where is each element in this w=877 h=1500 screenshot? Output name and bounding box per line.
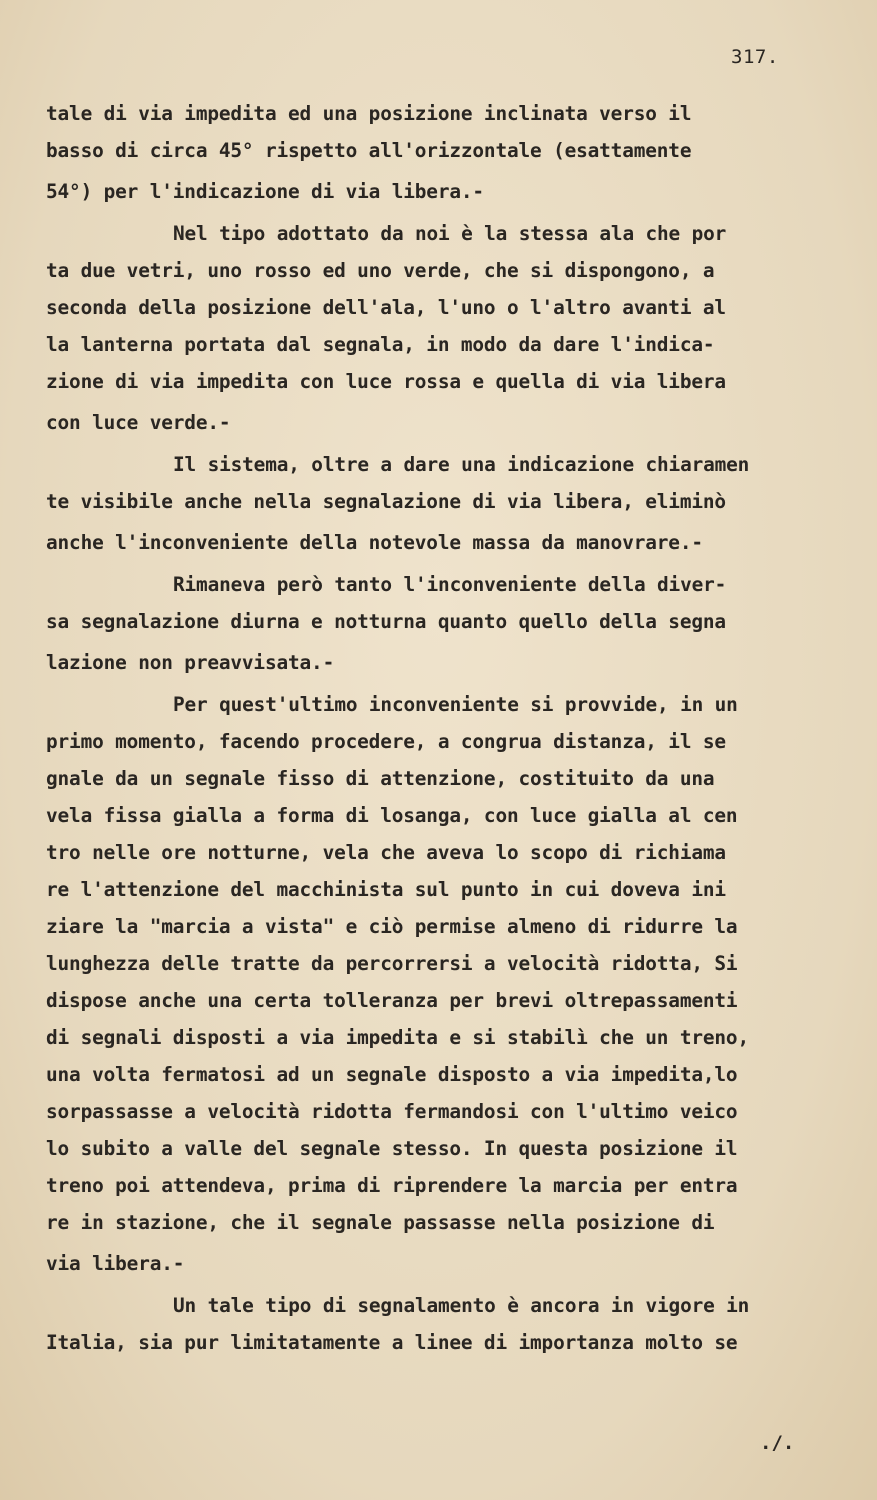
- text-line: basso di circa 45° rispetto all'orizzontale (esattamente: [46, 139, 692, 162]
- text-line: la lanterna portata dal segnala, in modo da dare l'indica-: [46, 333, 715, 356]
- text-line: 54°) per l'indicazione di via libera.-: [46, 180, 484, 203]
- text-line: via libera.-: [46, 1252, 185, 1275]
- paragraph-start-line: Un tale tipo di segnalamento è ancora in vigore in: [173, 1294, 750, 1317]
- text-line: zione di via impedita con luce rossa e quella di via libera: [46, 370, 726, 393]
- text-line: tro nelle ore notturne, vela che aveva lo scopo di richiama: [46, 841, 726, 864]
- text-line: con luce verde.-: [46, 411, 231, 434]
- text-line: re in stazione, che il segnale passasse nella posizione di: [46, 1211, 715, 1234]
- text-line: tale di via impedita ed una posizione inclinata verso il: [46, 102, 692, 125]
- text-line: sorpassasse a velocità ridotta fermandosi con l'ultimo veico: [46, 1100, 738, 1123]
- text-line: ziare la "marcia a vista" e ciò permise almeno di ridurre la: [46, 915, 738, 938]
- paragraph-start-line: Rimaneva però tanto l'inconveniente della diver-: [173, 573, 727, 596]
- paragraph-start-line: Nel tipo adottato da noi è la stessa ala che por: [173, 222, 727, 245]
- text-line: sa segnalazione diurna e notturna quanto quello della segna: [46, 610, 726, 633]
- text-line: dispose anche una certa tolleranza per brevi oltrepassamenti: [46, 989, 738, 1012]
- text-line: lunghezza delle tratte da percorrersi a velocità ridotta, Si: [46, 952, 738, 975]
- text-line: treno poi attendeva, prima di riprendere la marcia per entra: [46, 1174, 738, 1197]
- text-line: Italia, sia pur limitatamente a linee di importanza molto se: [46, 1331, 738, 1354]
- body-text: [46, 95, 846, 1361]
- text-line: gnale da un segnale fisso di attenzione, costituito da una: [46, 767, 715, 790]
- text-line: lo subito a valle del segnale stesso. In questa posizione il: [46, 1137, 738, 1160]
- page-number: 317.: [731, 46, 779, 68]
- text-line: anche l'inconveniente della notevole massa da manovrare.-: [46, 531, 703, 554]
- text-line: re l'attenzione del macchinista sul punto in cui doveva ini: [46, 878, 726, 901]
- text-line: vela fissa gialla a forma di losanga, con luce gialla al cen: [46, 804, 738, 827]
- paragraph-start-line: Per quest'ultimo inconveniente si provvide, in un: [173, 693, 738, 716]
- paragraph-start-line: Il sistema, oltre a dare una indicazione chiaramen: [173, 453, 750, 476]
- text-line: seconda della posizione dell'ala, l'uno o l'altro avanti al: [46, 296, 726, 319]
- text-line: ta due vetri, uno rosso ed uno verde, che si dispongono, a: [46, 259, 715, 282]
- text-line: una volta fermatosi ad un segnale disposto a via impedita,lo: [46, 1063, 738, 1086]
- text-line: lazione non preavvisata.-: [46, 651, 335, 674]
- text-line: te visibile anche nella segnalazione di via libera, eliminò: [46, 490, 726, 513]
- text-line: di segnali disposti a via impedita e si stabilì che un treno,: [46, 1026, 749, 1049]
- continuation-mark: ./.: [760, 1432, 795, 1454]
- text-line: primo momento, facendo procedere, a congrua distanza, il se: [46, 730, 726, 753]
